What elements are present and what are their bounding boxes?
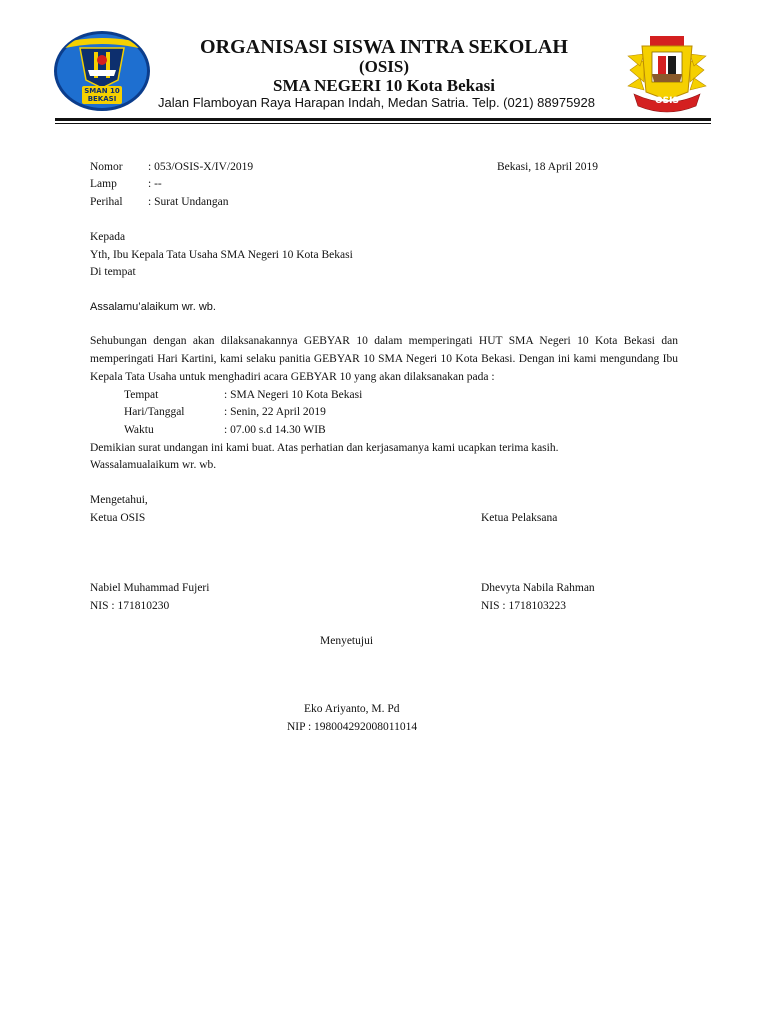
detail-value-tempat: : SMA Negeri 10 Kota Bekasi — [224, 389, 363, 401]
signer-right-id: NIS : 1718103223 — [481, 600, 566, 612]
detail-value-hari: : Senin, 22 April 2019 — [224, 406, 326, 418]
menyetujui: Menyetujui — [320, 635, 374, 647]
signer-left-id: NIS : 171810230 — [90, 600, 170, 612]
recipient-name: Yth, Ibu Kepala Tata Usaha SMA Negeri 10 Kota Bekasi — [90, 249, 353, 261]
signer-left-name: Nabiel Muhammad Fujeri — [90, 582, 210, 594]
header-rule-thin — [55, 123, 711, 124]
logo-text-bekasi: BEKASI — [87, 95, 117, 103]
detail-label-hari: Hari/Tanggal — [124, 406, 185, 418]
closing-salam: Wassalamualaikum wr. wb. — [90, 459, 217, 471]
lamp-label: Lamp — [90, 178, 117, 190]
mengetahui: Mengetahui, — [90, 494, 148, 506]
perihal-label: Perihal — [90, 196, 123, 208]
detail-value-waktu: : 07.00 s.d 14.30 WIB — [224, 424, 326, 436]
osis-logo-text: OSIS — [655, 96, 679, 106]
signer-right-name: Dhevyta Nabila Rahman — [481, 582, 595, 594]
perihal-value: : Surat Undangan — [148, 196, 229, 208]
body-paragraph: Sehubungan dengan akan dilaksanakannya GEBYAR 10 dalam memperingati HUT SMA Negeri 10 Kota Bekasi dan memperingati Hari Kartini, kami selaku panitia GEBYAR 10 SMA Negeri 10 Kota Bekasi. Dengan ini kami mengundang Ibu Kepala Tata Usaha untuk menghadiri acara GEBYAR 10 yang akan dilaksanakan pada : — [90, 335, 678, 383]
header-rule-thick — [55, 118, 711, 121]
logo-text-sman10: SMAN 10 — [84, 87, 120, 95]
principal-name: Eko Ariyanto, M. Pd — [304, 703, 400, 715]
lamp-value: : -- — [148, 178, 162, 190]
principal-id: NIP : 198004292008011014 — [287, 721, 418, 733]
org-abbr: (OSIS) — [358, 57, 410, 76]
detail-label-waktu: Waktu — [124, 424, 154, 436]
letter-date: Bekasi, 18 April 2019 — [497, 161, 598, 173]
signer-right-title: Ketua Pelaksana — [481, 512, 558, 524]
org-name: ORGANISASI SISWA INTRA SEKOLAH — [199, 36, 569, 58]
signer-left-title: Ketua OSIS — [90, 512, 146, 524]
school-name: SMA NEGERI 10 Kota Bekasi — [273, 76, 495, 95]
school-address: Jalan Flamboyan Raya Harapan Indah, Medan Satria. Telp. (021) 88975928 — [158, 95, 595, 110]
recipient-place: Di tempat — [90, 266, 136, 278]
closing-sentence: Demikian surat undangan ini kami buat. Atas perhatian dan kerjasamanya kami ucapkan terima kasih. — [90, 442, 559, 454]
recipient-kepada: Kepada — [90, 231, 126, 243]
greeting: Assalamu’alaikum wr. wb. — [90, 301, 216, 313]
detail-label-tempat: Tempat — [124, 389, 159, 401]
nomor-value: : 053/OSIS-X/IV/2019 — [148, 161, 254, 173]
nomor-label: Nomor — [90, 161, 123, 173]
